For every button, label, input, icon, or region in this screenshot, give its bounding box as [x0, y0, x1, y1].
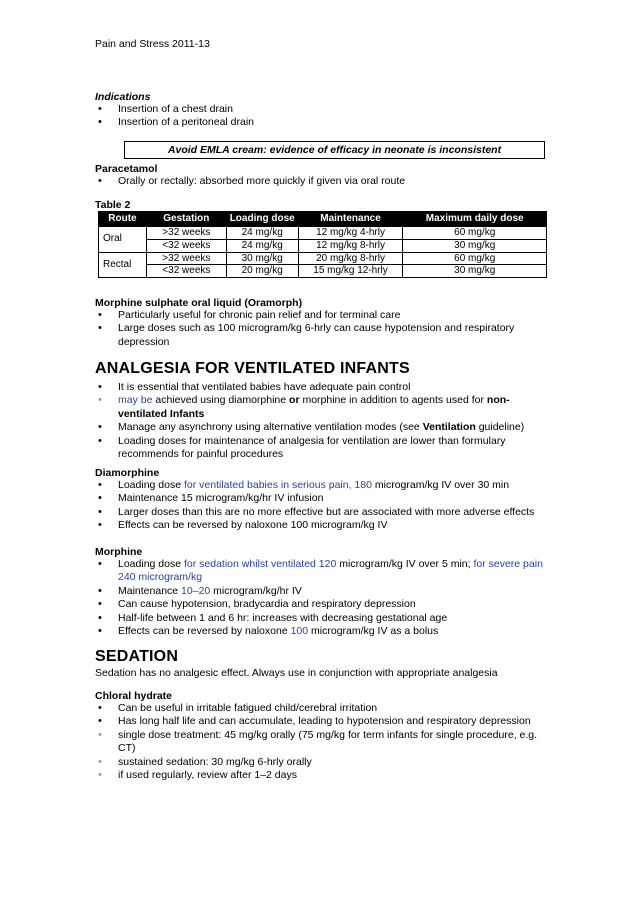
diamorphine-heading: Diamorphine [95, 467, 160, 479]
list-item [95, 625, 555, 638]
diamorphine-list [95, 479, 555, 533]
table2-section [95, 199, 555, 278]
highlight-text: for ventilated babies in serious pain, 180 [183, 479, 372, 491]
list-item: • Insertion of a chest drain [95, 103, 555, 116]
maintenance-cell: 12 mg/kg 4-hrly [298, 227, 403, 240]
list-item: • Can cause hypotension, bradycardia and respiratory depression [95, 598, 555, 611]
maintenance-cell: 15 mg/kg 12-hrly [298, 265, 403, 278]
loading-cell: 30 mg/kg [226, 252, 298, 265]
sedation-heading: SEDATION [95, 648, 179, 665]
list-item [95, 558, 555, 585]
list-item: • if used regularly, review after 1–2 days [95, 769, 555, 782]
table-header-row [99, 212, 547, 227]
morphine-section [95, 546, 555, 638]
highlight-text: 10–20 [181, 584, 211, 597]
indications-section [95, 91, 555, 130]
paracetamol-dose-table [98, 211, 547, 278]
ventilated-section [95, 360, 555, 461]
ventilated-list [95, 381, 555, 461]
max-cell: 60 mg/kg [403, 252, 547, 265]
list-item: • Half-life between 1 and 6 hr: increases with decreasing gestational age [95, 612, 555, 625]
max-cell: 30 mg/kg [403, 239, 547, 252]
list-item: • Maintenance 15 microgram/kg/hr IV infusion [95, 492, 555, 505]
route-cell: Oral [99, 227, 147, 253]
highlight-text: for severe pain 240 microgram/kg [118, 558, 543, 584]
list-item: • Has long half life and can accumulate, leading to hypotension and respiratory depression [95, 715, 555, 728]
paracetamol-section [95, 163, 555, 188]
text: microgram/kg IV as a bolus [308, 625, 439, 638]
paracetamol-list [95, 175, 555, 188]
loading-cell: 20 mg/kg [226, 265, 298, 278]
table-row [99, 252, 547, 265]
list-item [95, 394, 555, 421]
list-item: • single dose treatment: 45 mg/kg orally (75 mg/kg for term infants for single procedure, e.g. CT) [95, 729, 555, 756]
highlight-text: 100 [290, 625, 309, 638]
list-item: • Orally or rectally: absorbed more quickly if given via oral route [95, 175, 555, 188]
sedation-intro: Sedation has no analgesic effect. Always use in conjunction with appropriate analgesia [95, 667, 498, 679]
table-row [99, 227, 547, 240]
oramorph-heading: Morphine sulphate oral liquid (Oramorph) [95, 297, 303, 309]
column-header: Gestation [146, 212, 226, 227]
text: microgram/kg IV over 30 min [371, 479, 510, 491]
maintenance-cell: 12 mg/kg 8-hrly [298, 239, 403, 252]
text: guideline) [475, 421, 525, 434]
text: Loading dose [118, 558, 184, 570]
text: Effects can be reversed by naloxone [118, 625, 291, 638]
text: Loading dose [118, 479, 184, 491]
indications-list [95, 103, 555, 130]
bold-text: Ventilation [422, 421, 476, 434]
max-cell: 60 mg/kg [403, 227, 547, 240]
list-item: • Large doses such as 100 microgram/kg 6-hrly can cause hypotension and respiratory depression [95, 322, 555, 349]
max-cell: 30 mg/kg [403, 265, 547, 278]
chloral-list [95, 702, 555, 782]
document-header: Pain and Stress 2011-13 [95, 38, 210, 50]
maintenance-cell: 20 mg/kg 8-hrly [298, 252, 403, 265]
list-item: • Larger doses than this are no more effective but are associated with more adverse effects [95, 506, 555, 519]
morphine-heading: Morphine [95, 546, 143, 558]
text: achieved using diamorphine [152, 394, 290, 407]
column-header: Loading dose [226, 212, 298, 227]
highlight-text: may be [118, 394, 153, 407]
table-caption: Table 2 [95, 199, 131, 211]
text: Manage any asynchrony using alternative ventilation modes (see [118, 421, 423, 434]
ventilated-heading: ANALGESIA FOR VENTILATED INFANTS [95, 360, 410, 377]
column-header: Maximum daily dose [403, 212, 547, 227]
column-header: Maintenance [298, 212, 403, 227]
sedation-section [95, 648, 555, 680]
gestation-cell: <32 weeks [146, 239, 226, 252]
list-item: • Loading doses for maintenance of analgesia for ventilation are lower than formulary recommends for painful procedures [95, 435, 555, 462]
bold-text: non-ventilated Infants [118, 394, 510, 420]
list-item [95, 421, 555, 434]
oramorph-section [95, 297, 555, 349]
text: morphine in addition to agents used for [299, 394, 487, 407]
highlight-text: for sedation whilst ventilated 120 [183, 558, 337, 570]
indications-heading: Indications [95, 91, 151, 103]
gestation-cell: <32 weeks [146, 265, 226, 278]
list-item [95, 585, 555, 598]
list-item: • Can be useful in irritable fatigued child/cerebral irritation [95, 702, 555, 715]
column-header: Route [99, 212, 147, 227]
route-cell: Rectal [99, 252, 147, 278]
loading-cell: 24 mg/kg [226, 239, 298, 252]
bold-text: or [289, 394, 300, 407]
list-item: • Insertion of a peritoneal drain [95, 116, 555, 129]
table-row [99, 239, 547, 252]
text: microgram/kg IV over 5 min; [336, 558, 474, 570]
gestation-cell: >32 weeks [146, 227, 226, 240]
list-item: • Particularly useful for chronic pain relief and for terminal care [95, 309, 555, 322]
text: microgram/kg/hr IV [210, 584, 302, 597]
table-row [99, 265, 547, 278]
chloral-section [95, 690, 555, 782]
loading-cell: 24 mg/kg [226, 227, 298, 240]
list-item [95, 479, 555, 492]
oramorph-list [95, 309, 555, 349]
list-item: • Effects can be reversed by naloxone 100 microgram/kg IV [95, 519, 555, 532]
paracetamol-heading: Paracetamol [95, 163, 158, 175]
list-item: • sustained sedation: 30 mg/kg 6-hrly orally [95, 756, 555, 769]
diamorphine-section [95, 467, 555, 533]
list-item: • It is essential that ventilated babies have adequate pain control [95, 381, 555, 394]
gestation-cell: >32 weeks [146, 252, 226, 265]
chloral-heading: Chloral hydrate [95, 690, 173, 702]
text: Maintenance [118, 584, 182, 597]
emla-warning-box: Avoid EMLA cream: evidence of efficacy in neonate is inconsistent [124, 141, 545, 159]
morphine-list [95, 558, 555, 638]
